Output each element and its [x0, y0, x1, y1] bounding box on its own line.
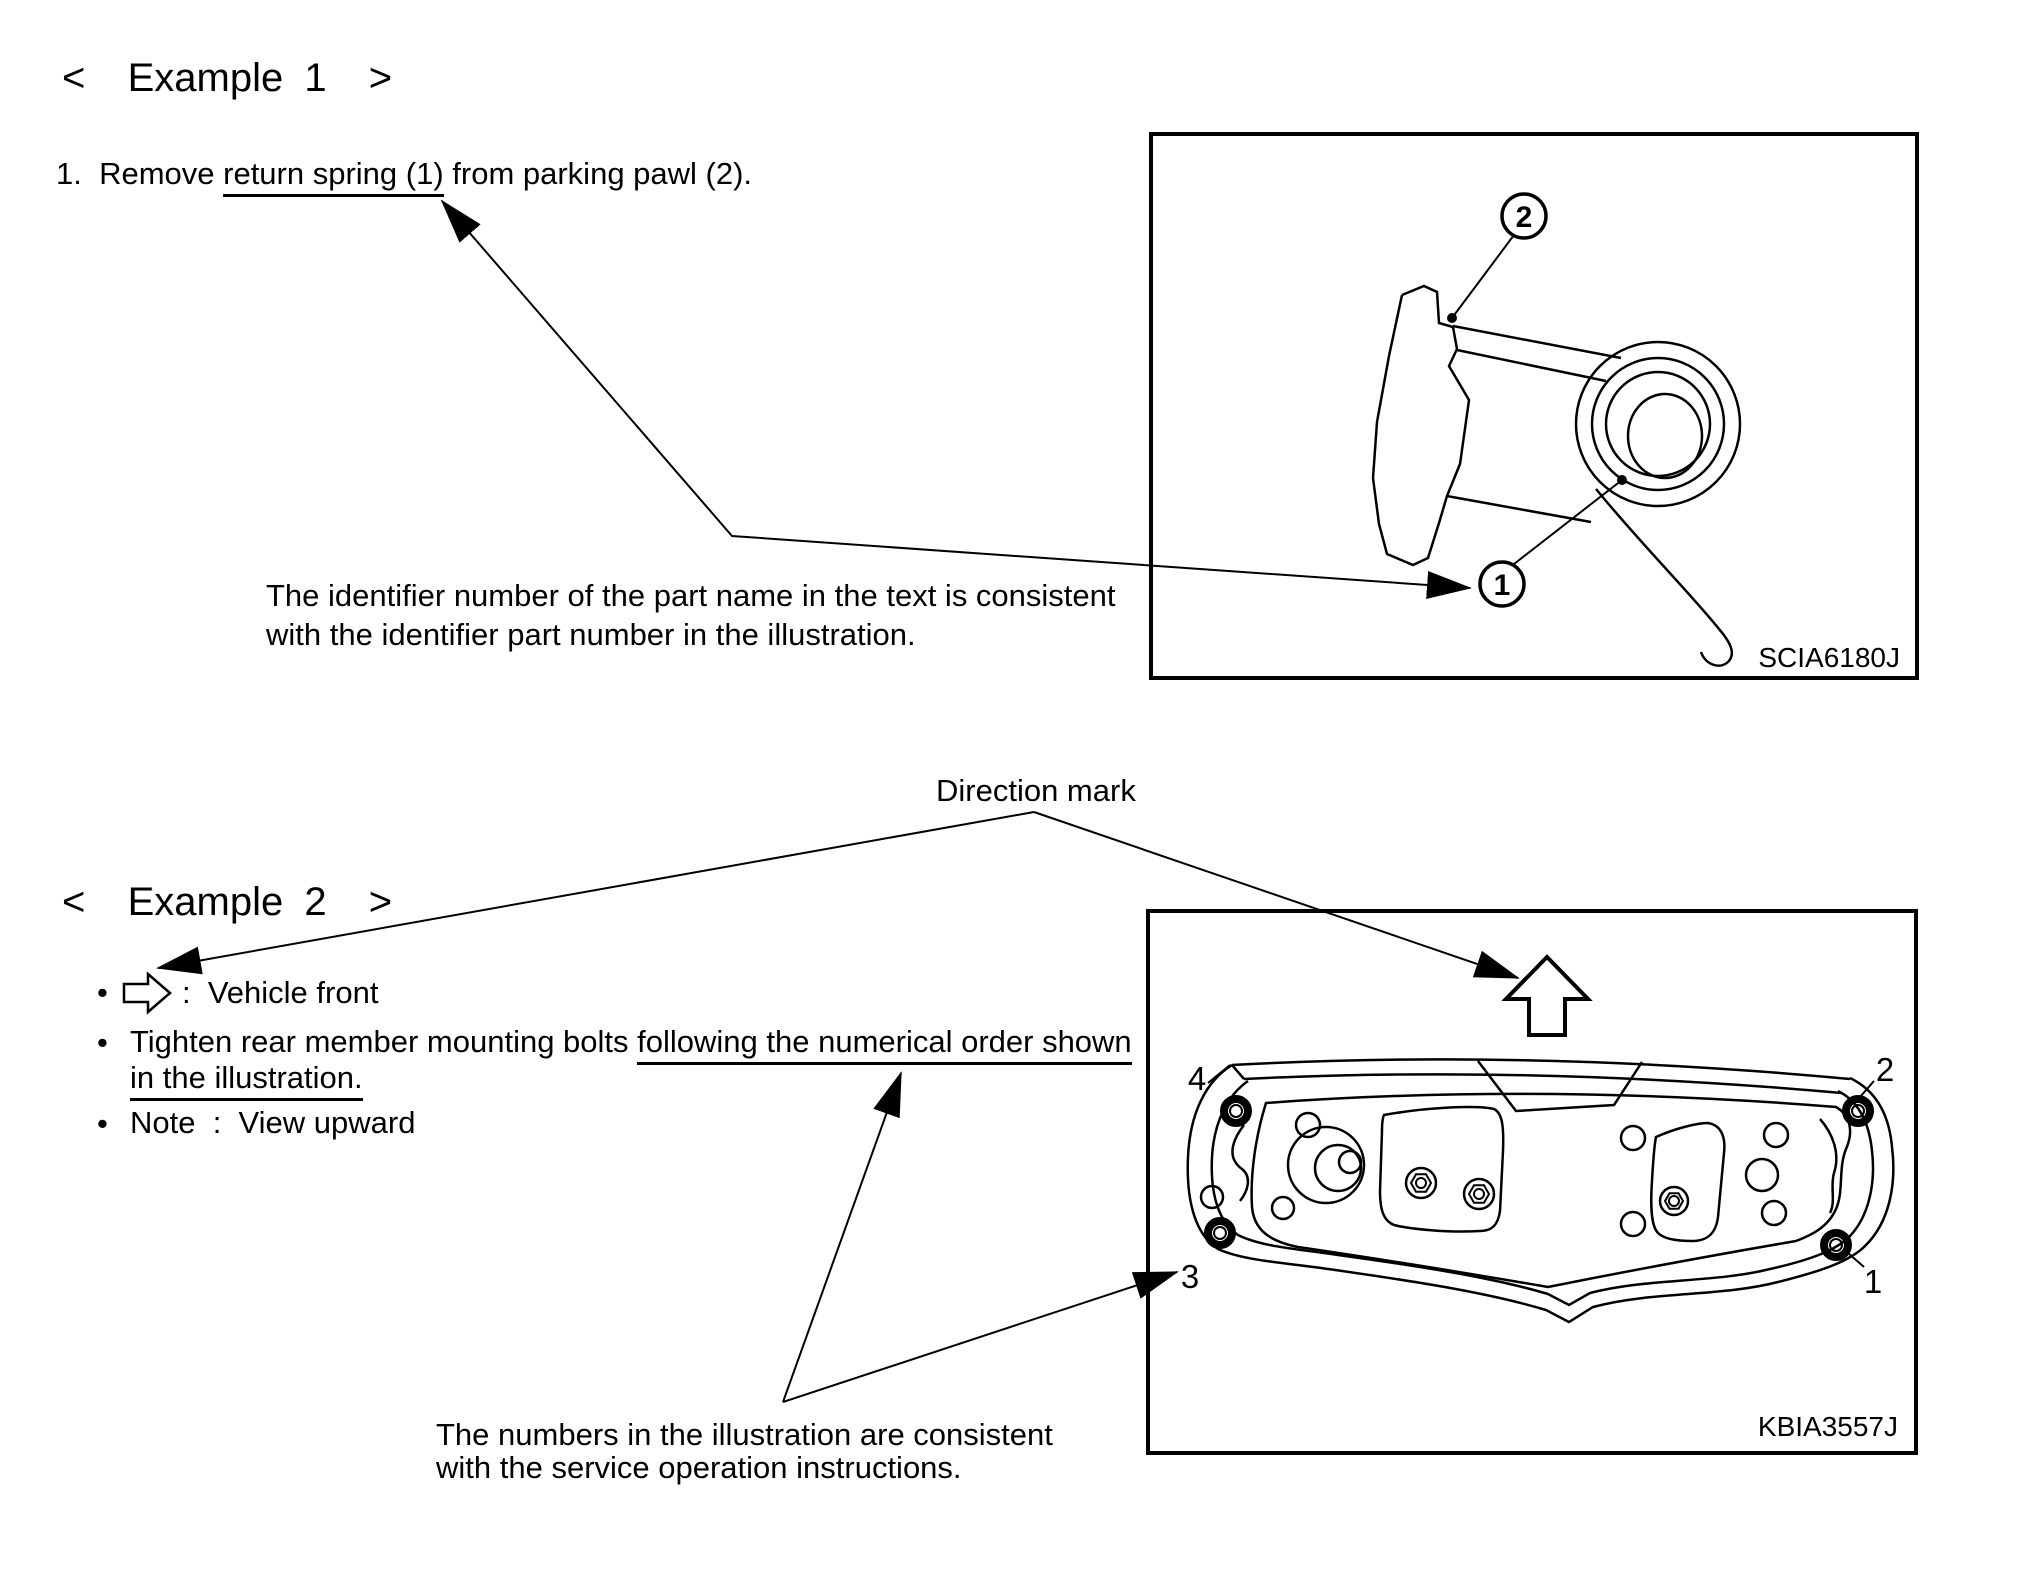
tighten-prefix: Tighten rear member mounting bolts — [130, 1024, 638, 1059]
flange-lines — [1232, 1059, 1850, 1093]
bolt-number-4: 4 — [1187, 1059, 1207, 1097]
vehicle-front-label: : Vehicle front — [182, 975, 379, 1010]
numbers-note-line1: The numbers in the illustration are consistent — [436, 1417, 1053, 1452]
right-bracket — [1651, 1123, 1724, 1241]
figure1-parking-pawl-drawing — [1373, 194, 1740, 666]
figure2-code: KBIA3557J — [1757, 1411, 1898, 1442]
center-bracket — [1380, 1107, 1503, 1232]
callout1-number: 1 — [1493, 568, 1511, 602]
corner-bolts — [1208, 1099, 1870, 1257]
bolt-number-1: 1 — [1863, 1262, 1883, 1300]
example1-step — [56, 158, 752, 191]
callout2-dot — [1447, 313, 1457, 323]
step-underlined-part: return spring (1) — [223, 156, 444, 197]
bullet-dot-1: • — [97, 975, 108, 1010]
spring-tail-hook — [1596, 489, 1732, 666]
flange-depression — [1478, 1061, 1642, 1111]
bolt-number-3: 3 — [1180, 1257, 1200, 1295]
step-prefix: 1. Remove — [56, 156, 224, 191]
spring-coil-hole — [1628, 394, 1702, 478]
stamped-rib-left — [1232, 1125, 1247, 1201]
bolt-number-2: 2 — [1875, 1050, 1895, 1088]
numbers-note-arrow-up — [783, 1073, 901, 1402]
spring-coil-outer — [1576, 342, 1740, 506]
figure1-code: SCIA6180J — [1758, 642, 1900, 673]
note-label: Note : View upward — [130, 1105, 416, 1140]
identifier-note-line2: with the identifier part number in the illustration. — [266, 617, 916, 652]
numbers-note-line2: with the service operation instructions. — [436, 1450, 962, 1485]
pawl-inner-edge — [1447, 349, 1469, 496]
callout2-number: 2 — [1515, 200, 1533, 234]
identifier-note-line1: The identifier number of the part name in the text is consistent — [266, 578, 1116, 613]
tighten-bullet-line2: in the illustration. — [130, 1062, 363, 1095]
callout1-dot — [1617, 475, 1627, 485]
mount-boss — [1288, 1127, 1364, 1203]
tighten-underlined-part: following the numerical order shown — [637, 1024, 1132, 1065]
stamped-rib-right — [1820, 1119, 1836, 1213]
direction-mark-up-arrow-icon — [1506, 957, 1588, 1035]
numbers-note-arrow-right — [783, 1272, 1177, 1402]
step-suffix: from parking pawl (2). — [443, 156, 753, 191]
bullet-dot-3: • — [97, 1106, 108, 1141]
spring-arm-lines — [1453, 326, 1621, 381]
example1-heading: < Example 1 > — [62, 56, 393, 100]
example2-heading: < Example 2 > — [62, 880, 393, 924]
direction-label-arrow-right — [1034, 812, 1518, 978]
tighten-bullet-line1 — [130, 1026, 1132, 1059]
direction-mark-label: Direction mark — [936, 773, 1136, 808]
spring-coil-mid — [1592, 358, 1724, 490]
identifier-link-arrow — [442, 201, 1470, 588]
callout1-leader — [1514, 480, 1622, 564]
vehicle-front-arrow-icon — [124, 974, 170, 1012]
callout2-leader — [1452, 235, 1514, 318]
bullet-dot-2: • — [97, 1025, 108, 1060]
figure2-rear-member-drawing — [1181, 957, 1894, 1322]
